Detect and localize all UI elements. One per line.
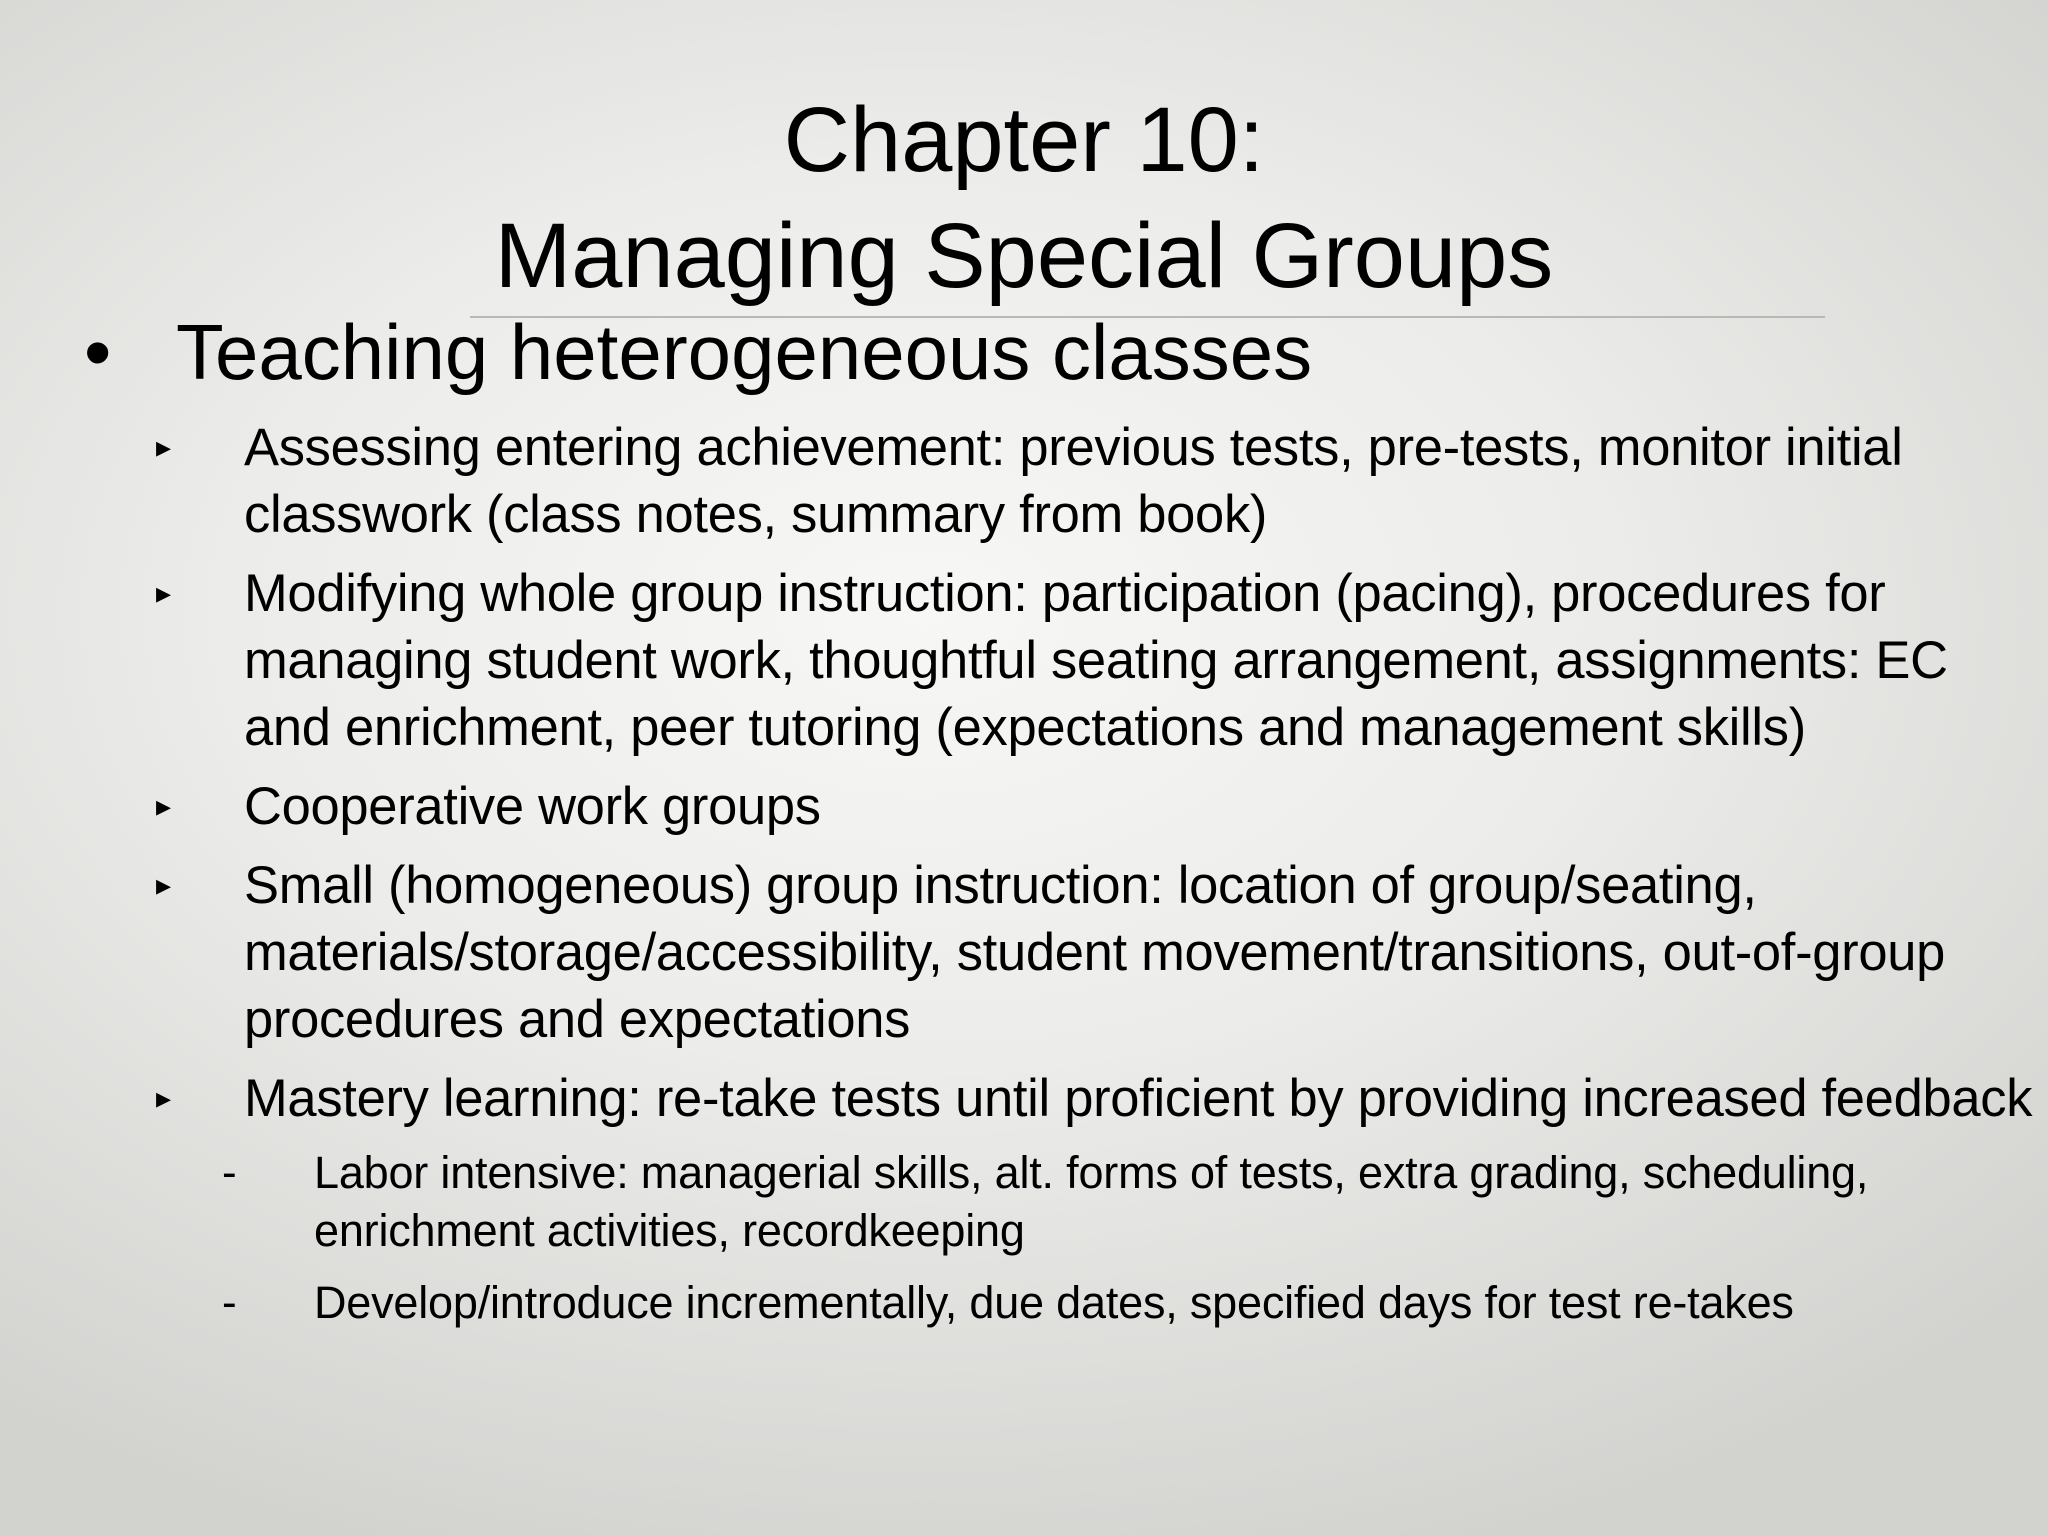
sub-list-item [0,1274,2048,1332]
title-line-2: Managing Special Groups [494,205,1554,307]
list-item [0,773,2048,840]
sub-list-item-text: Labor intensive: managerial skills, alt. forms of tests, extra grading, scheduling, enrichment activities, recordkeeping [314,1147,1869,1256]
list-item [0,852,2048,1053]
list-item-text: Cooperative work groups [244,777,821,836]
triangle-bullet-icon: ▸ [156,790,172,823]
list-item-text: Mastery learning: re-take tests until proficient by providing increased feedback [244,1069,2033,1128]
dash-bullet-icon: - [222,1148,237,1197]
list-item [0,560,2048,761]
list-item-text: Small (homogeneous) group instruction: location of group/seating, materials/storage/accessibility, student movement/transitions, out-of-group procedures and expectations [244,856,1946,1049]
sub-list-item [0,1144,2048,1260]
triangle-bullet-icon: ▸ [156,869,172,902]
triangle-bullet-icon: ▸ [156,431,172,464]
main-bullet-text: Teaching heterogeneous classes [176,308,1313,396]
dash-bullet-icon: - [222,1278,237,1327]
triangle-bullet-icon: ▸ [156,1082,172,1115]
list-item-text: Modifying whole group instruction: participation (pacing), procedures for managing student work, thoughtful seating arrangement, assignments: EC and enrichment, peer tutoring (expectations and management skills) [244,564,1948,757]
triangle-bullet-icon: ▸ [156,577,172,610]
slide-title [0,82,2048,314]
list-item [0,414,2048,548]
sub-list-item-text: Develop/introduce incrementally, due dates, specified days for test re-takes [314,1277,1794,1328]
bullet-dot-icon: • [84,308,112,396]
list-item-text: Assessing entering achievement: previous tests, pre-tests, monitor initial classwork (class notes, summary from book) [244,418,1903,544]
title-line-1: Chapter 10: [783,89,1265,191]
bullet-list [0,414,2048,1346]
list-item [0,1065,2048,1132]
